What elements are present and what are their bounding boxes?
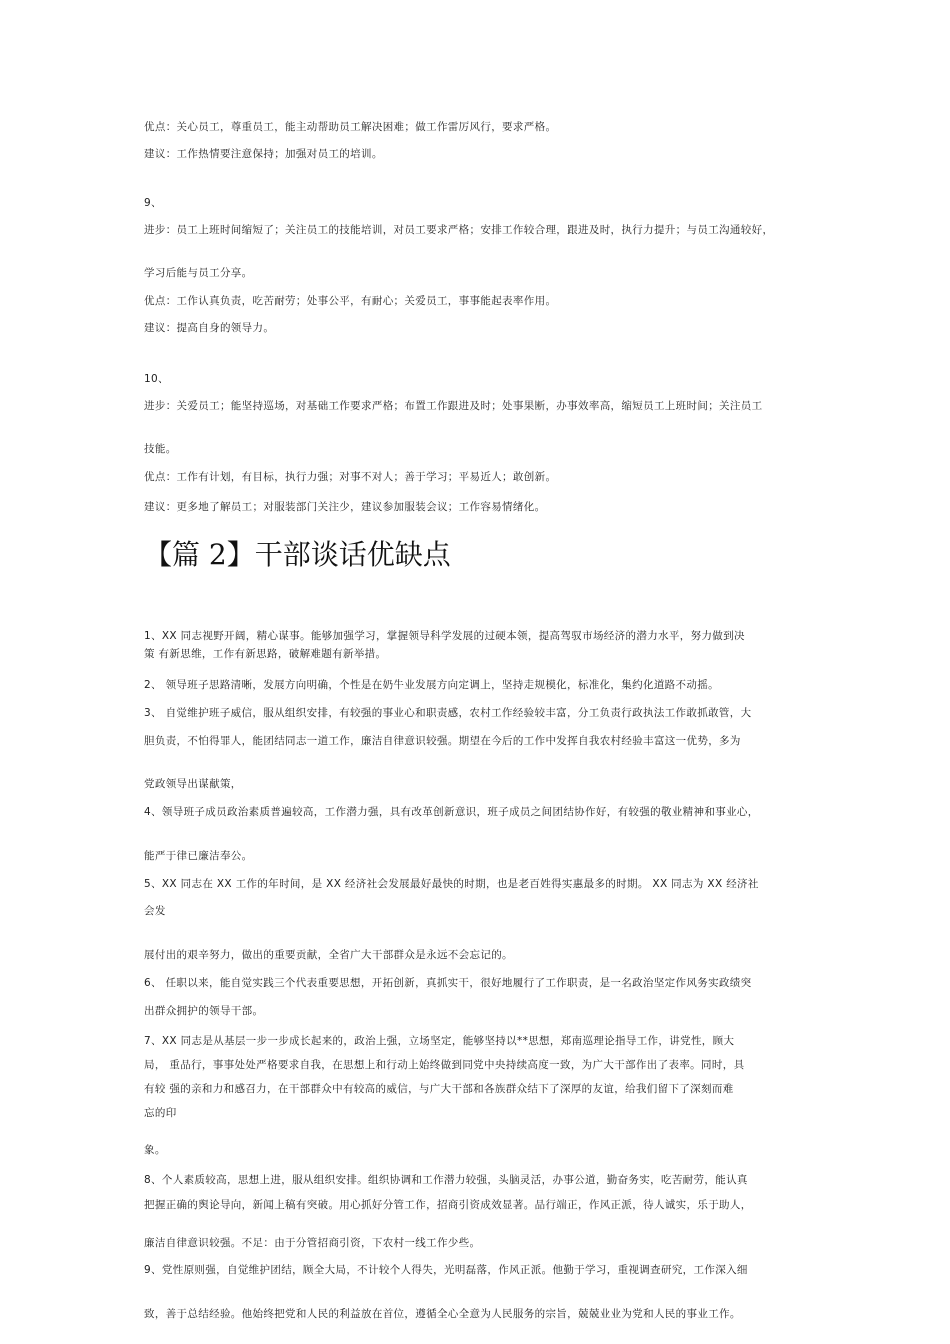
text-line: 会发 xyxy=(144,905,166,917)
text-line: 7、XX 同志是从基层一步一步成长起来的，政治上强，立场坚定，能够坚持以**思想，郑南巡理论指导工作，讲党性，顾大 xyxy=(144,1035,735,1047)
text-line: 优点：工作认真负责，吃苦耐劳；处事公平，有耐心；关爱员工，事事能起表率作用。 xyxy=(144,295,557,307)
text-line: 致，善于总结经验。他始终把党和人民的利益放在首位，遵循全心全意为人民服务的宗旨，兢兢业业为党和人民的事业工作。 xyxy=(144,1308,741,1320)
text-line: 忘的印 xyxy=(144,1107,177,1119)
text-line: 胆负责，不怕得罪人，能团结同志一道工作，廉洁自律意识较强。期望在今后的工作中发挥自我农村经验丰富这一优势，多为 xyxy=(144,735,741,747)
text-line: 9、党性原则强，自觉维护团结，顾全大局，不计较个人得失，光明磊落，作风正派。他勤于学习，重视调查研究，工作深入细 xyxy=(144,1264,748,1276)
text-line: 把握正确的舆论导向，新闻上稿有突破。用心抓好分管工作，招商引资成效显著。品行端正，作风正派，待人诚实，乐于助人， xyxy=(144,1199,752,1211)
text-line: 优点：工作有计划，有目标，执行力强；对事不对人；善于学习；平易近人；敢创新。 xyxy=(144,471,557,483)
text-line: 技能。 xyxy=(144,443,177,455)
text-line: 进步：员工上班时间缩短了；关注员工的技能培训，对员工要求严格；安排工作较合理，跟进及时，执行力提升；与员工沟通较好， xyxy=(144,224,774,236)
text-line: 廉洁自律意识较强。不足：由于分管招商引资，下农村一线工作少些。 xyxy=(144,1237,481,1249)
text-line: 有较 强的亲和力和感召力，在干部群众中有较高的威信，与广大干部和各族群众结下了深厚的友谊，给我们留下了深刻而难 xyxy=(144,1083,734,1095)
text-line: 5、XX 同志在 XX 工作的年时间，是 XX 经济社会发展最好最快的时期，也是老百姓得实惠最多的时期。 XX 同志为 XX 经济社 xyxy=(144,878,759,890)
text-line: 3、 自觉维护班子威信，服从组织安排，有较强的事业心和职责感，农村工作经验较丰富，分工负责行政执法工作敢抓敢管，大 xyxy=(144,707,752,719)
text-line: 局， 重品行，事事处处严格要求自我，在思想上和行动上始终做到同党中央持续高度一致，为广大干部作出了表率。同时，具 xyxy=(144,1059,745,1071)
text-line: 4、领导班子成员政治素质普遍较高，工作潜力强，具有改革创新意识，班子成员之间团结协作好，有较强的敬业精神和事业心， xyxy=(144,806,759,818)
text-line: 1、XX 同志视野开阔，精心谋事。能够加强学习，掌握领导科学发展的过硬本领，提高驾驭市场经济的潜力水平，努力做到决 xyxy=(144,630,745,642)
text-line: 出群众拥护的领导干部。 xyxy=(144,1005,264,1017)
text-line: 建议：工作热情要注意保持；加强对员工的培训。 xyxy=(144,148,383,160)
text-line: 策 有新思维，工作有新思路，破解难题有新举措。 xyxy=(144,648,387,660)
text-line: 建议：更多地了解员工；对服装部门关注少，建议参加服装会议；工作容易情绪化。 xyxy=(144,501,546,513)
section-heading: 【篇 2】干部谈话优缺点 xyxy=(144,538,451,571)
item-number: 9、 xyxy=(144,197,162,209)
text-line: 进步：关爱员工；能坚持巡场，对基础工作要求严格；布置工作跟进及时；处事果断，办事效率高，缩短员工上班时间；关注员工 xyxy=(144,400,763,412)
text-line: 能严于律已廉洁奉公。 xyxy=(144,850,253,862)
text-line: 优点：关心员工，尊重员工，能主动帮助员工解决困难；做工作雷厉风行，要求严格。 xyxy=(144,121,557,133)
text-line: 党政领导出谋献策， xyxy=(144,778,242,790)
text-line: 学习后能与员工分享。 xyxy=(144,267,253,279)
item-number: 10、 xyxy=(144,373,169,385)
text-line: 2、 领导班子思路清晰，发展方向明确，个性是在奶牛业发展方向定调上，坚持走规模化，标准化，集约化道路不动摇。 xyxy=(144,679,719,691)
text-line: 展付出的艰辛努力，做出的重要贡献，全省广大干部群众是永远不会忘记的。 xyxy=(144,949,513,961)
text-line: 象。 xyxy=(144,1144,166,1156)
text-line: 6、 任职以来，能自觉实践三个代表重要思想，开拓创新，真抓实干，很好地履行了工作职责，是一名政治坚定作风务实政绩突 xyxy=(144,977,752,989)
text-line: 8、个人素质较高，思想上进，服从组织安排。组织协调和工作潜力较强，头脑灵活，办事公道，勤奋务实，吃苦耐劳，能认真 xyxy=(144,1174,748,1186)
text-line: 建议：提高自身的领导力。 xyxy=(144,322,275,334)
